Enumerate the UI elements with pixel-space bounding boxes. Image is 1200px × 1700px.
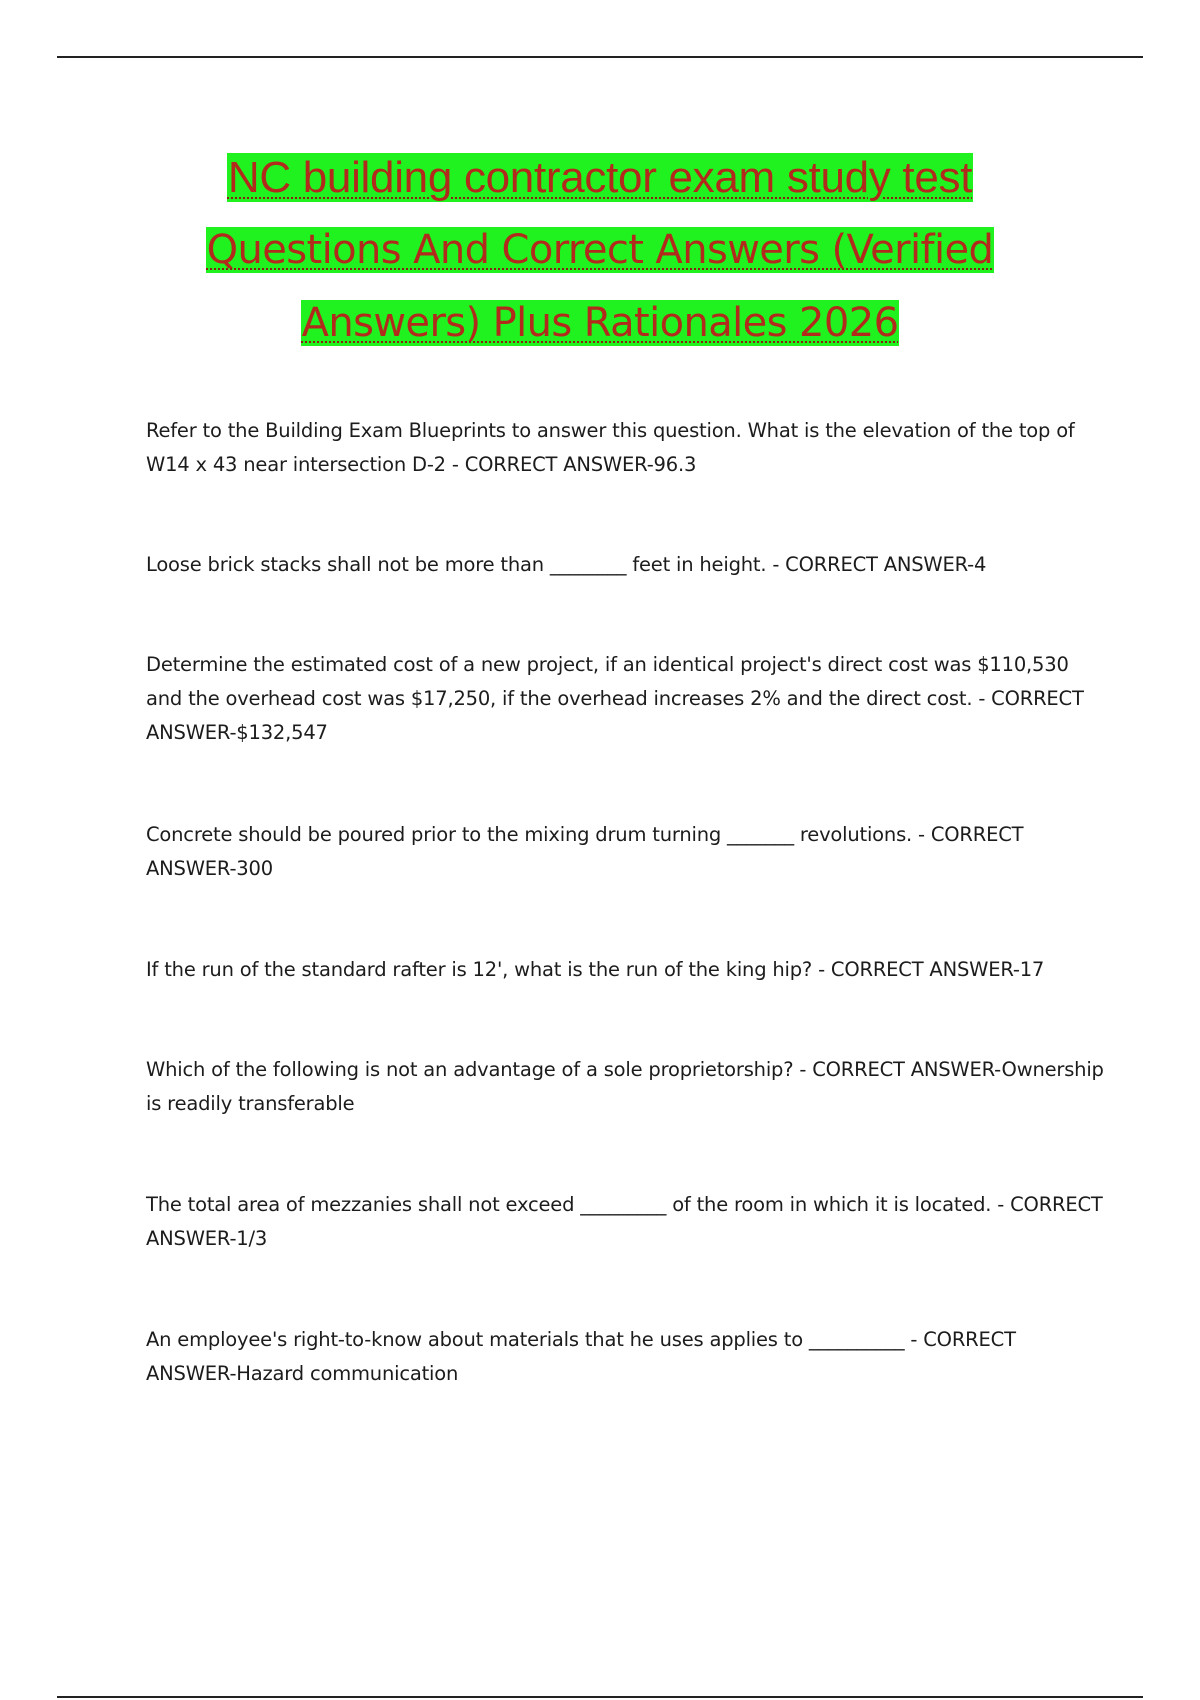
title-line-2: Questions And Correct Answers (Verified (206, 227, 994, 273)
question-answer-2: Loose brick stacks shall not be more than ________ feet in height. - CORRECT ANSWER-4 (146, 553, 987, 576)
title-line-1: NC building contractor exam study test (227, 153, 973, 202)
top-rule (57, 56, 1143, 58)
question-answer-1: Refer to the Building Exam Blueprints to answer this question. What is the elevation of the top of W14 x 43 near intersection D-2 - CORRECT ANSWER-96.3 (146, 419, 1075, 476)
question-answer-6: Which of the following is not an advantage of a sole proprietorship? - CORRECT ANSWER-Ownership is readily transferable (146, 1058, 1104, 1115)
question-answer-4: Concrete should be poured prior to the mixing drum turning _______ revolutions. - CORRECT ANSWER-300 (146, 823, 1024, 880)
question-answer-3: Determine the estimated cost of a new project, if an identical project's direct cost was $110,530 and the overhead cost was $17,250, if the overhead increases 2% and the direct cost. - CORRECT ANSWER-$132,547 (146, 653, 1084, 744)
question-answer-7: The total area of mezzanies shall not exceed _________ of the room in which it is located. - CORRECT ANSWER-1/3 (146, 1193, 1103, 1250)
bottom-rule (57, 1696, 1143, 1698)
document-title (100, 142, 1100, 359)
question-answer-5: If the run of the standard rafter is 12', what is the run of the king hip? - CORRECT ANSWER-17 (146, 958, 1045, 981)
question-answer-8: An employee's right-to-know about materials that he uses applies to __________ - CORRECT ANSWER-Hazard communication (146, 1328, 1016, 1385)
title-line-3: Answers) Plus Rationales 2026 (301, 300, 899, 346)
